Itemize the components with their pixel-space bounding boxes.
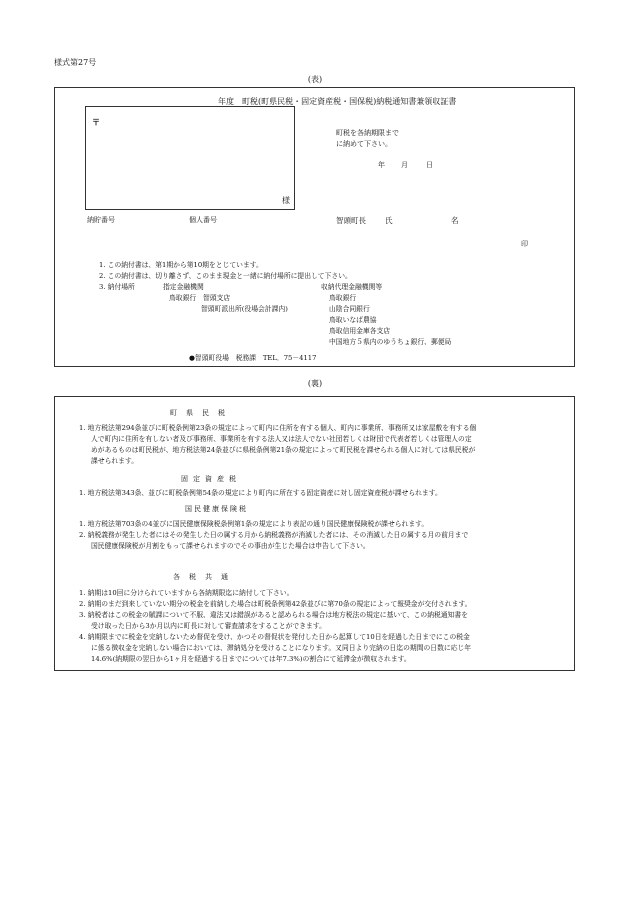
personal-number-label: 個人番号 (189, 216, 217, 224)
mayor-label: 智頭町長 (336, 216, 366, 225)
designated-institution-label: 指定金融機関 (163, 283, 204, 291)
section-line: 3. 納税者はこの税金の賦課について不服、違法又は錯誤があると認められる場合は地方税法の規定に基いて、この納税通知書を (79, 611, 468, 619)
postal-mark: 〒 (92, 117, 100, 127)
address-box (85, 106, 295, 210)
notice-line-2: に納めて下さい。 (336, 140, 392, 148)
agent-institution: 鳥取信用金庫各支店 (329, 327, 391, 335)
section-line: 4. 納期限までに税金を完納しないため督促を受け、かつその督促状を発付した日から起算して10日を経過した日までにこの税金 (79, 633, 470, 641)
section-title-property-tax: 固定資産税 (181, 475, 241, 483)
agent-institution: 山陰合同銀行 (329, 305, 370, 313)
honorific-sama: 様 (282, 196, 290, 205)
front-panel (54, 87, 575, 367)
section-line: 受け取った日から3か月以内に町長に対して審査請求をすることができます。 (91, 622, 326, 630)
date-year: 年 (378, 161, 385, 169)
section-line: 14.6%(納期限の翌日から1ヶ月を経過する日までについては年7.3%)の割合にて延滞金が徴収されます。 (91, 655, 411, 663)
front-side-label: (表) (307, 75, 323, 84)
mayor-shi: 氏 (385, 216, 393, 225)
back-panel (54, 396, 575, 671)
section-line: 2. 納税義務が発生した者にはその発生した日の属する月から納税義務が消滅した者には、その消滅した日の属する月の前月まで (79, 531, 469, 539)
section-title-resident-tax: 町県民税 (170, 409, 234, 417)
front-item-2: 2. この納付書は、切り離さず、このまま現金と一緒に納付場所に提出して下さい。 (99, 272, 352, 280)
agent-institution: 鳥取いなば農協 (329, 316, 377, 324)
front-item-1: 1. この納付書は、第1期から第10期をとじています。 (99, 261, 263, 269)
section-line: 1. 地方税法第343条、並びに町税条例第54条の規定により町内に所在する固定資産に対し固定資産税が課せられます。 (79, 489, 442, 497)
section-line: 1. 地方税法第703条の4並びに国民健康保険税条例第1条の規定により表記の通り国民健康保険税が課せられます。 (79, 520, 429, 528)
designated-institution-2: 智頭町派出所(役場会計課内) (201, 305, 288, 313)
section-line: 1. 地方税法第294条並びに町税条例第23条の規定によって町内に住所を有する個人、町内に事業所、事務所又は家屋敷を有する個 (79, 424, 477, 432)
section-line: 課せられます。 (91, 457, 139, 465)
section-line: めがあるものは町民税が、地方税法第24条並びに県税条例第21条の規定によって町民税を課せられる個人に対しては県民税が (91, 446, 476, 454)
agent-institution-label: 収納代理金融機関等 (321, 283, 383, 291)
front-item-3: 3. 納付場所 (99, 283, 135, 291)
notice-line-1: 町税を各納期限まで (336, 129, 399, 137)
section-line: 人で町内に住所を有しない者及び事務所、事業所を有する法人又は法人でない社団若しくは財団で代表者若しくは管理人の定 (91, 435, 472, 443)
date-month: 月 (401, 161, 408, 169)
agent-institution: 中国地方５県内のゆうちょ銀行、郵便局 (329, 338, 452, 346)
seal-mark: 印 (521, 240, 528, 248)
account-number-label: 納貯番号 (87, 216, 115, 224)
section-line: 国民健康保険税が月割をもって課せられますのでその事由が生じた場合は申告して下さい。 (91, 542, 370, 550)
mayor-mei: 名 (451, 216, 459, 225)
section-line: に係る徴収金を完納しない場合においては、滞納処分を受けることになります。又同日より完納の日迄の期間の日数に応じ年 (91, 644, 472, 652)
designated-institution-1: 鳥取銀行 智頭支店 (169, 294, 231, 302)
section-title-common: 各税共通 (173, 573, 237, 581)
contact-line: ●智頭町役場 税務課 TEL．75－4117 (189, 354, 317, 362)
notice-title: 年度 町税(町県民税・固定資産税・国保税)納税通知書兼領収証書 (218, 97, 457, 106)
section-line: 2. 納期のまだ到来していない期分の税金を前納した場合は町税条例第42条並びに第70条の規定によって報奨金が交付されます。 (79, 600, 472, 608)
date-day: 日 (426, 161, 433, 169)
section-title-health-insurance-tax: 国民健康保険税 (185, 505, 248, 513)
section-line: 1. 納期は10回に分けられていますから各納期限迄に納付して下さい。 (79, 589, 294, 597)
agent-institution: 鳥取銀行 (329, 294, 357, 302)
form-number: 様式第27号 (54, 58, 97, 67)
back-side-label: (裏) (307, 379, 323, 388)
